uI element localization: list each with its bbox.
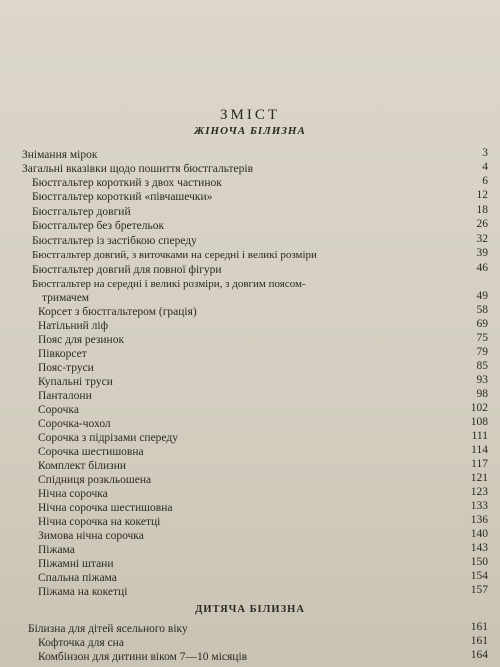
section-title-childrens: ДИТЯЧА БІЛИЗНА xyxy=(195,604,305,615)
section-title-womens: ЖІНОЧА БІЛИЗНА xyxy=(194,125,306,137)
toc-page: 157 xyxy=(470,584,488,596)
toc-entry: Сорочка-чохол xyxy=(38,418,111,430)
toc-entry: Натільний ліф xyxy=(38,320,109,332)
toc-page: 123 xyxy=(470,486,488,498)
toc-entry: Спідниця розкльошена xyxy=(38,474,152,486)
toc-entry: Бюстгальтер на середні і великі розміри, з довгим поясом- xyxy=(32,278,306,290)
toc-entry: Бюстгальтер короткий з двох частинок xyxy=(32,177,222,189)
toc-entry: Спальна піжама xyxy=(38,572,117,584)
toc-entry: Бюстгальтер без бретельок xyxy=(32,220,165,232)
toc-page: 3 xyxy=(482,147,488,159)
toc-page: 161 xyxy=(470,621,488,633)
toc-page: 58 xyxy=(476,304,488,316)
toc-entry: Знімання мірок xyxy=(22,149,98,161)
toc-entry: Півкорсет xyxy=(38,348,87,360)
toc-entry: Піжама xyxy=(38,544,75,556)
toc-entry: Піжамні штани xyxy=(38,558,114,570)
toc-page: 140 xyxy=(470,528,488,540)
toc-page: 4 xyxy=(482,161,488,173)
toc-page: 46 xyxy=(476,262,488,274)
toc-entry: Бюстгальтер довгий для повної фігури xyxy=(32,264,222,276)
toc-entry: Комбінзон для дитини віком 7—10 місяців xyxy=(38,651,248,663)
toc-page: 143 xyxy=(470,542,488,554)
toc-page: 39 xyxy=(476,247,488,259)
toc-page: 164 xyxy=(470,649,488,661)
toc-page: 85 xyxy=(476,360,488,372)
toc-entry: Бюстгальтер довгий, з виточками на середні і великі розміри xyxy=(32,249,317,261)
toc-page: 69 xyxy=(476,318,488,330)
toc-entry: Кофточка для сна xyxy=(38,637,124,649)
toc-entry: Піжама на кокетці xyxy=(38,586,128,598)
toc-entry: Нічна сорочка на кокетці xyxy=(38,516,161,528)
toc-page: 161 xyxy=(470,635,488,647)
toc-entry: Білизна для дітей ясельного віку xyxy=(28,623,188,635)
toc-page: 136 xyxy=(470,514,488,526)
toc-page: 98 xyxy=(476,388,488,400)
toc-entry: Нічна сорочка шестишовна xyxy=(38,502,173,514)
toc-page: 49 xyxy=(476,290,488,302)
toc-entry: Сорочка з підрізами спереду xyxy=(38,432,178,444)
toc-entry: Корсет з бюстгальтером (грація) xyxy=(38,306,197,318)
toc-page: 117 xyxy=(471,458,488,470)
toc-entry: Бюстгальтер короткий «півчашечки» xyxy=(32,191,213,203)
toc-entry: тримачем xyxy=(42,292,90,304)
toc-entry: Нічна сорочка xyxy=(38,488,108,500)
toc-page: 102 xyxy=(470,402,488,414)
toc-page: 18 xyxy=(476,204,488,216)
toc-page: 114 xyxy=(471,444,488,456)
toc-page: 133 xyxy=(470,500,488,512)
toc-entry: Пояс для резинок xyxy=(38,334,125,346)
toc-entry: Сорочка шестишовна xyxy=(38,446,144,458)
toc-page: 6 xyxy=(482,175,488,187)
toc-page: 26 xyxy=(476,218,488,230)
toc-entry: Бюстгальтер довгий xyxy=(32,206,131,218)
toc-page: 12 xyxy=(476,189,488,201)
toc-page: 154 xyxy=(470,570,488,582)
toc-page: 121 xyxy=(470,472,488,484)
toc-page: 150 xyxy=(470,556,488,568)
toc-entry: Бюстгальтер із застібкою спереду xyxy=(32,235,197,247)
toc-page: 79 xyxy=(476,346,488,358)
toc-entry: Панталони xyxy=(38,390,92,402)
toc-page: 75 xyxy=(476,332,488,344)
toc-page: 111 xyxy=(471,430,488,442)
toc-entry: Сорочка xyxy=(38,404,79,416)
toc-page: 93 xyxy=(476,374,488,386)
toc-entry: Загальні вказівки щодо пошиття бюстгальтерів xyxy=(22,163,253,175)
toc-entry: Зимова нічна сорочка xyxy=(38,530,144,542)
toc-entry: Комплект білизни xyxy=(38,460,127,472)
toc-page: 108 xyxy=(470,416,488,428)
toc-entry: Купальні труси xyxy=(38,376,113,388)
toc-entry: Пояс-труси xyxy=(38,362,94,374)
toc-page: 32 xyxy=(476,233,488,245)
contents-title: ЗМІСТ xyxy=(219,107,280,123)
